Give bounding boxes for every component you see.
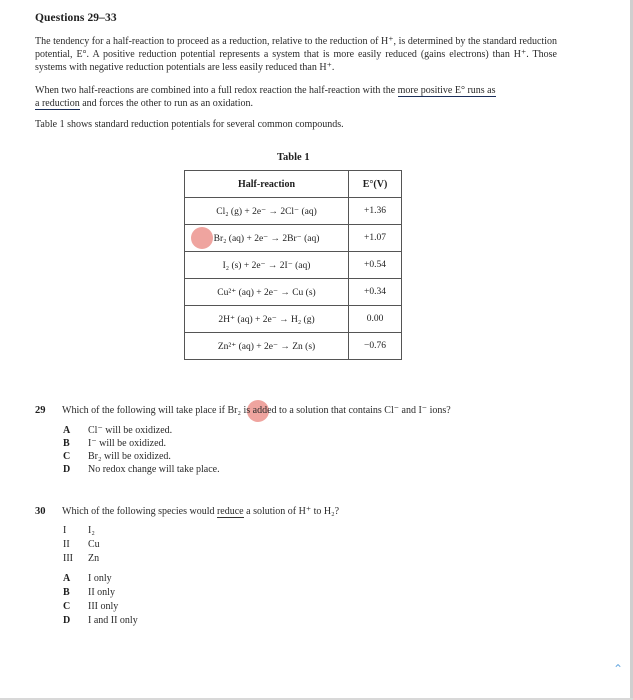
option-text: I and II only xyxy=(88,615,138,626)
option-text: I only xyxy=(88,573,112,584)
option-text: No redox change will take place. xyxy=(88,464,220,475)
question-number-30: 30 xyxy=(35,506,46,517)
reaction-cell: Br₂ (aq) + 2e⁻ → 2Br⁻ (aq) xyxy=(185,225,349,252)
redox-text-end: and forces the other to run as an oxidation. xyxy=(79,98,253,110)
option-letter: C xyxy=(63,601,71,612)
option-text: Br₂ will be oxidized. xyxy=(88,451,171,462)
potential-cell: 0.00 xyxy=(349,306,402,333)
redox-text-start: When two half-reactions are combined into a full redox reaction the half-reaction with the xyxy=(35,85,398,96)
roman-numeral: II xyxy=(63,539,70,550)
potential-cell: +1.07 xyxy=(349,225,402,252)
option-text: I⁻ will be oxidized. xyxy=(88,438,167,449)
table-row xyxy=(185,306,402,333)
table-row xyxy=(185,333,402,360)
species-item: I₂ xyxy=(88,525,95,536)
underlined-phrase-1: more positive E° runs as xyxy=(397,85,496,96)
option-text: III only xyxy=(88,601,119,612)
scroll-up-chevron-icon[interactable]: ⌃ xyxy=(613,662,624,676)
reaction-cell: Zn²⁺ (aq) + 2e⁻ → Zn (s) xyxy=(185,333,349,360)
reaction-cell: I₂ (s) + 2e⁻ → 2I⁻ (aq) xyxy=(185,252,349,279)
table-title: Table 1 xyxy=(277,152,310,163)
question-30-text xyxy=(62,506,339,517)
table-intro-paragraph: Table 1 shows standard reduction potentials for several common compounds. xyxy=(35,119,344,130)
reaction-cell: Cu²⁺ (aq) + 2e⁻ → Cu (s) xyxy=(185,279,349,306)
species-item: Zn xyxy=(88,553,100,564)
table-row xyxy=(185,279,402,306)
highlight-marker-table xyxy=(191,227,213,249)
option-text: II only xyxy=(88,587,115,598)
question-number-29: 29 xyxy=(35,405,46,416)
q30-text-start: Which of the following species would xyxy=(62,506,217,517)
q30-text-end: a solution of H⁺ to H₂? xyxy=(243,506,340,517)
header-potential: E°(V) xyxy=(349,171,402,198)
option-letter: D xyxy=(63,464,71,475)
question-29-text: Which of the following will take place if Br₂ is added to a solution that contains Cl⁻ and I⁻ ions? xyxy=(62,405,451,416)
underlined-phrase-2: a reduction xyxy=(35,98,80,110)
table-header-row xyxy=(185,171,402,198)
option-letter: B xyxy=(63,587,70,598)
roman-numeral: III xyxy=(63,553,73,564)
redox-paragraph xyxy=(35,84,557,110)
option-letter: C xyxy=(63,451,71,462)
potential-cell: +0.34 xyxy=(349,279,402,306)
header-half-reaction: Half-reaction xyxy=(185,171,349,198)
table-row xyxy=(185,225,402,252)
intro-paragraph: The tendency for a half-reaction to proceed as a reduction, relative to the reduction of H⁺, is determined by the standard reduction potential, E°. A positive reduction potential represents a system that is more easily reduced (gains electrons) than H⁺. Those systems with negative reduction potentials are less easily reduced than H⁺. xyxy=(35,36,557,74)
potential-cell: +1.36 xyxy=(349,198,402,225)
reduction-potentials-table xyxy=(184,170,402,360)
potential-cell: −0.76 xyxy=(349,333,402,360)
roman-numeral: I xyxy=(63,525,67,536)
option-text: Cl⁻ will be oxidized. xyxy=(88,425,173,436)
table-row xyxy=(185,198,402,225)
table-row xyxy=(185,252,402,279)
reaction-cell: Cl₂ (g) + 2e⁻ → 2Cl⁻ (aq) xyxy=(185,198,349,225)
species-item: Cu xyxy=(88,539,100,550)
option-letter: A xyxy=(63,425,71,436)
reaction-cell: 2H⁺ (aq) + 2e⁻ → H₂ (g) xyxy=(185,306,349,333)
option-letter: A xyxy=(63,573,71,584)
option-letter: D xyxy=(63,615,71,626)
potential-cell: +0.54 xyxy=(349,252,402,279)
option-letter: B xyxy=(63,438,70,449)
questions-heading: Questions 29–33 xyxy=(35,12,117,24)
q30-underlined-word: reduce xyxy=(216,506,244,517)
